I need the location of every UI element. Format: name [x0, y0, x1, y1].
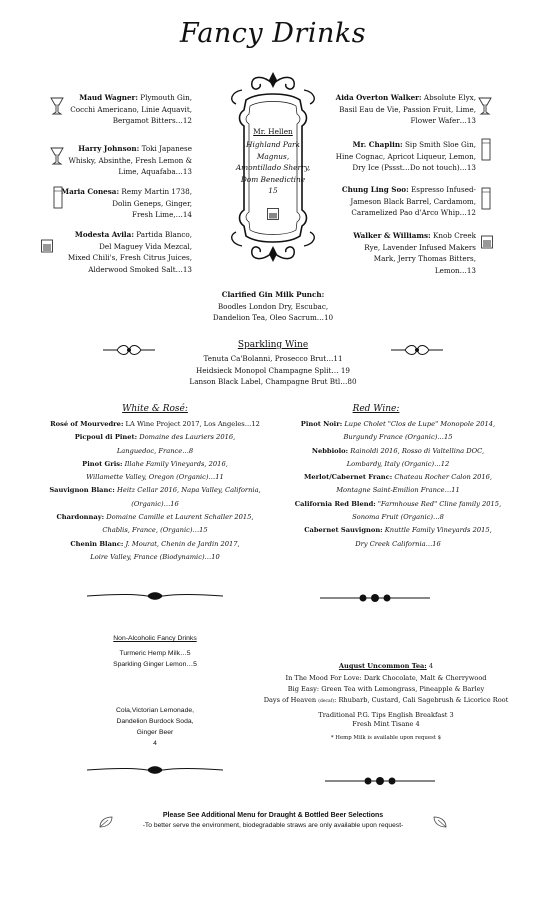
- drink-line: Toki Japanese: [141, 144, 192, 153]
- tea-desc: Dark Chocolate, Malt & Cherrywood: [363, 674, 487, 682]
- rocks-glass-icon: [40, 238, 54, 254]
- dots-divider: [325, 775, 435, 787]
- tea-extra: [276, 711, 496, 729]
- wine-desc: "Farmhouse Red" Cline family 2015,: [377, 499, 502, 508]
- highball-glass-icon: [52, 186, 64, 210]
- wine-desc: Lupe Cholet "Clos de Lupe" Monopole 2014,: [344, 420, 496, 428]
- non-alcoholic-list: [90, 648, 220, 670]
- wine-name: Chardonnay:: [56, 513, 105, 522]
- highball-glass-icon: [480, 138, 492, 162]
- drink-name: Harry Johnson:: [78, 144, 140, 153]
- tea-item: [250, 673, 522, 684]
- ornament-divider-right: [391, 343, 443, 357]
- wine-item: [280, 418, 516, 445]
- rocks-glass-icon: [266, 207, 280, 221]
- tea-item: [250, 684, 522, 695]
- wine-name: Pinot Noir:: [300, 420, 343, 428]
- wine-desc: (Organic)…16: [131, 499, 179, 508]
- wine-desc: J. Mourat, Chenin de Jardin 2017,: [125, 539, 240, 548]
- drink-line: Lemon…13: [434, 265, 476, 275]
- highball-glass-icon: [480, 187, 492, 211]
- wine-item: [40, 458, 270, 485]
- wine-name: Picpoul di Pinet:: [74, 433, 138, 442]
- wine-item: [40, 418, 270, 431]
- soda-line: Cola,Victorian Lemonade,: [115, 707, 195, 714]
- wine-desc: Domaine Camille et Laurent Schaller 2015,: [106, 513, 254, 522]
- wine-desc: Lombardy, Italy (Organic)…12: [346, 459, 450, 468]
- drink-line: Fresh Lime,…14: [131, 210, 192, 219]
- wine-desc: Loire Valley, France (Biodynamic)…10: [90, 552, 220, 561]
- right-drink-0: [330, 92, 476, 127]
- wine-name: Sauvignon Blanc:: [49, 486, 115, 495]
- drink-line: Flower Wafer…13: [410, 116, 476, 125]
- left-drink-2: [60, 186, 192, 221]
- wine-desc: Illahe Family Vineyards, 2016,: [124, 459, 228, 468]
- wine-item: [280, 498, 516, 525]
- drink-line: Lime, Aquafaba…13: [118, 167, 192, 176]
- leaf-icon: [98, 815, 114, 829]
- wine-desc: Knuttle Family Vineyards 2015,: [384, 526, 492, 535]
- drink-line: Mixed Chili's, Fresh Citrus Juices,: [67, 253, 192, 262]
- tea-note: * Hemp Milk is available upon request $: [330, 735, 442, 741]
- tea-extra-item: Traditional P.G. Tips English Breakfast 3: [318, 711, 454, 719]
- wine-item: [40, 538, 270, 565]
- wine-desc: Rainoldi 2016, Rosso di Valtellina DOC,: [350, 446, 485, 455]
- sparkling-item: Lanson Black Label, Champagne Brut Btl…80: [189, 377, 357, 386]
- drink-line: Caramelized Pao d'Arco Whip…12: [351, 208, 476, 217]
- drink-line: Jameson Black Barrel, Cardamom,: [350, 196, 476, 206]
- white-rose-list: [40, 418, 270, 564]
- right-drink-2: [330, 184, 476, 219]
- red-wine-title: Red Wine:: [352, 404, 400, 414]
- wine-name: Nebbiolo:: [311, 446, 349, 455]
- wine-desc: Chablis, France, (Organic)…15: [102, 526, 208, 535]
- drink-name: Modesta Avila:: [74, 230, 134, 239]
- drink-line: Bergamot Bitters…12: [112, 116, 192, 125]
- drink-line: Alderwood Smoked Salt…13: [88, 264, 192, 274]
- drink-line: Dolin Geneps, Ginger,: [112, 198, 192, 208]
- flourish-divider: [85, 590, 225, 602]
- frame-line: Amontillado Sherry,: [235, 163, 311, 172]
- flourish-divider: [85, 764, 225, 776]
- wine-item: [280, 524, 516, 551]
- tea-title-price: 4: [428, 662, 434, 670]
- red-wine-list: [280, 418, 516, 551]
- tea-title: [256, 661, 516, 672]
- tea-desc: : Rhubarb, Custard, Cali Sagebrush & Licorice Root: [334, 696, 509, 704]
- soda-line: Dandelion Burdock Soda,: [116, 718, 194, 725]
- wine-desc: LA Wine Project 2017, Los Angeles…12: [125, 420, 260, 428]
- na-item: Sparkling Ginger Lemon…5: [113, 661, 197, 668]
- drink-line: Cocchi Americano, Linie Aquavit,: [70, 104, 192, 114]
- left-drink-3: [50, 229, 192, 275]
- wine-item: [40, 431, 270, 458]
- wine-name: California Red Blend:: [294, 499, 376, 508]
- coupe-glass-icon: [50, 146, 64, 166]
- tea-name: In The Mood For Love:: [285, 674, 362, 682]
- ornament-divider-left: [103, 343, 155, 357]
- tea-title-text: August Uncommon Tea:: [338, 662, 427, 670]
- drink-line: Espresso Infused-: [411, 185, 476, 194]
- tea-list: [250, 673, 522, 707]
- wine-name: Cabernet Sauvignon:: [304, 526, 383, 535]
- soda-list: [90, 705, 220, 749]
- wine-desc: Domaine des Lauriers 2016,: [139, 433, 236, 442]
- frame-line: Dom Benedictine: [240, 174, 306, 184]
- tea-name: Days of Heaven: [263, 696, 317, 704]
- drink-line: Knob Creek: [432, 231, 476, 240]
- drink-name: Aida Overton Walker:: [335, 93, 422, 102]
- wine-desc: Burgundy France (Organic)…15: [343, 433, 453, 442]
- wine-item: [40, 484, 270, 511]
- soda-line: 4: [153, 740, 157, 747]
- drink-line: Plymouth Gin,: [140, 93, 192, 102]
- drink-name: Maud Wagner:: [79, 93, 138, 102]
- frame-line: Magnus,: [256, 151, 290, 161]
- drink-line: Del Maguey Vida Mezcal,: [99, 241, 192, 251]
- right-drink-3: [330, 230, 476, 276]
- na-item: Turmeric Hemp Milk…5: [119, 650, 191, 657]
- non-alcoholic-title: Non-Alcoholic Fancy Drinks: [113, 635, 197, 642]
- wine-item: [280, 445, 516, 472]
- wine-desc: Sonoma Fruit (Organic)…8: [352, 513, 444, 522]
- dots-divider: [320, 592, 430, 604]
- wine-desc: Languedoc, France…8: [116, 446, 194, 455]
- wine-desc: Heitz Cellar 2016, Napa Valley, California,: [117, 486, 261, 495]
- frame-line: Highland Park: [246, 140, 300, 149]
- left-drink-1: [60, 143, 192, 178]
- sparkling-list: [150, 353, 396, 388]
- drink-line: Boodles London Dry, Escubac,: [217, 301, 329, 311]
- leaf-icon: [432, 815, 448, 829]
- wine-name: Chenin Blanc:: [70, 539, 124, 548]
- wine-item: [280, 471, 516, 498]
- tea-item: [250, 695, 522, 707]
- frame-drink-desc: [226, 139, 320, 197]
- drink-name: Maria Conesa:: [61, 187, 120, 196]
- drink-name: Mr. Chaplin:: [352, 140, 403, 149]
- tea-desc: Green Tea with Lemongrass, Pineapple & Barley: [321, 685, 485, 693]
- sparkling-item: Heidsieck Monopol Champagne Split… 19: [196, 365, 350, 375]
- drink-line: Basil Eau de Vie, Passion Fruit, Lime,: [339, 104, 476, 114]
- coupe-glass-icon: [478, 96, 492, 116]
- coupe-glass-icon: [50, 96, 64, 116]
- drink-line: Whisky, Absinthe, Fresh Lemon &: [68, 155, 192, 165]
- drink-line: Remy Martin 1738,: [121, 187, 192, 196]
- wine-desc: Dry Creek California…16: [355, 539, 441, 548]
- sparkling-item: Tenuta Ca'Bolanni, Prosecco Brut…11: [203, 354, 343, 363]
- wine-name: Merlot/Cabernet Franc:: [303, 473, 393, 482]
- wine-desc: Willamette Valley, Oregon (Organic)…11: [86, 473, 224, 482]
- drink-line: Dandelion Tea, Oleo Sacrum…10: [212, 313, 334, 322]
- drink-name: Chung Ling Soo:: [341, 185, 409, 194]
- drink-line: Sip Smith Sloe Gin,: [405, 140, 476, 149]
- drink-line: Absolute Elyx,: [423, 93, 476, 102]
- wine-desc: Chateau Rocher Calon 2016,: [394, 473, 493, 482]
- wine-desc: Montagne Saint-Emilion France…11: [336, 486, 460, 495]
- wine-name: Pinot Gris:: [82, 459, 123, 468]
- white-rose-title: White & Rosé:: [122, 404, 188, 414]
- wine-name: Rosé of Mourvedre:: [50, 420, 124, 428]
- drink-name: Clarified Gin Milk Punch:: [221, 290, 325, 299]
- rocks-glass-icon: [480, 234, 494, 250]
- drink-line: Partida Blanco,: [136, 230, 192, 239]
- footer-straw-note: -To better serve the environment, biodegradable straws are only available upon request-: [142, 822, 404, 829]
- drink-line: Hine Cognac, Apricot Liqueur, Lemon,: [335, 151, 476, 161]
- tea-note: (decaf): [318, 699, 335, 704]
- punch-drink: [173, 289, 373, 324]
- left-drink-0: [60, 92, 192, 127]
- frame-line: 15: [268, 186, 278, 195]
- frame-drink-name: Mr. Hellen: [253, 127, 293, 136]
- drink-line: Rye, Lavender Infused Makers: [364, 242, 476, 252]
- sparkling-title: Sparkling Wine: [237, 340, 309, 350]
- drink-name: Walker & Williams:: [353, 231, 431, 240]
- footer-beer-note: Please See Additional Menu for Draught & Bottled Beer Selections: [162, 812, 384, 819]
- drink-line: Dry Ice (Pssst…Do not touch)…13: [352, 163, 476, 172]
- tea-name: Big Easy:: [287, 685, 320, 693]
- soda-line: Ginger Beer: [136, 729, 174, 736]
- drink-line: Mark, Jerry Thomas Bitters,: [373, 254, 476, 263]
- right-drink-1: [330, 139, 476, 174]
- menu-title: Fancy Drinks: [179, 18, 367, 49]
- wine-item: [40, 511, 270, 538]
- tea-extra-item: Fresh Mint Tisane 4: [352, 720, 420, 728]
